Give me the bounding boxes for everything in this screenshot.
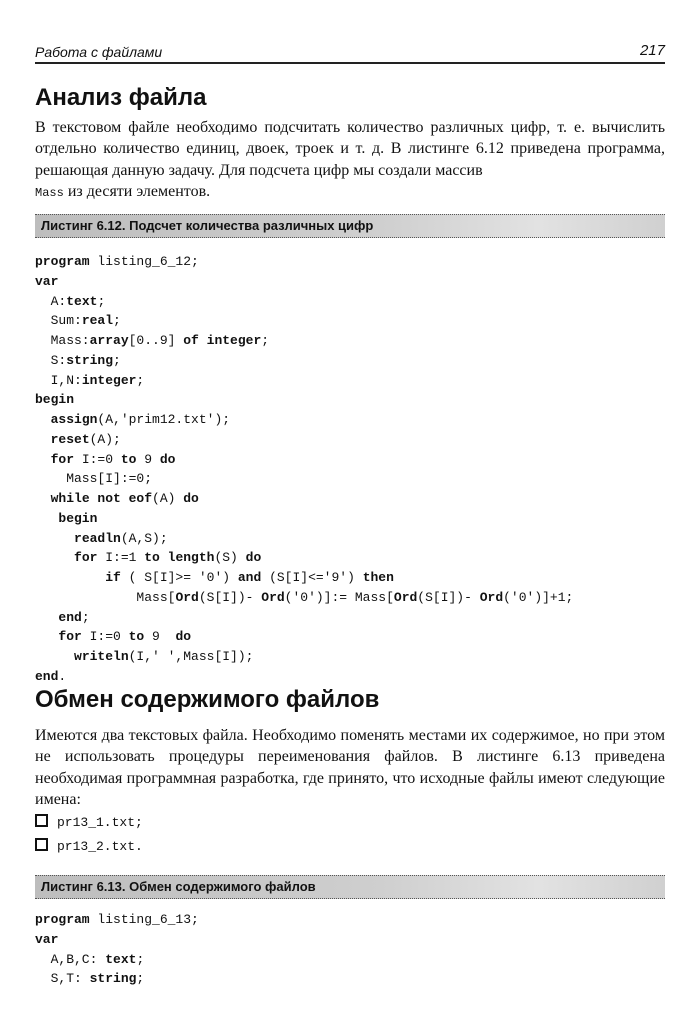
code-keyword: writeln [74, 649, 129, 664]
listing-caption-bar [35, 214, 665, 238]
code-text: I:=0 [74, 451, 121, 467]
code-text [35, 649, 74, 664]
code-keyword: var [35, 273, 59, 289]
code-keyword: to [120, 451, 137, 467]
inline-code-mass: Mass [35, 185, 64, 200]
code-text: ('0')]:= Mass[ [284, 589, 394, 605]
code-line [35, 272, 573, 292]
code-text [35, 412, 51, 427]
code-text: Mass: [35, 333, 90, 348]
code-keyword: for [58, 629, 82, 645]
code-text [35, 570, 105, 585]
code-text: I:=1 [97, 550, 145, 566]
code-keyword: begin [58, 510, 98, 526]
code-keyword: text [66, 293, 98, 309]
code-keyword: do [159, 451, 176, 467]
code-text: (A,S); [120, 530, 168, 546]
code-line [35, 390, 573, 410]
code-text: (A) [152, 491, 184, 506]
code-line [35, 351, 573, 371]
code-text: ; [97, 293, 106, 309]
code-keyword: to length [144, 550, 215, 566]
code-keyword: Ord [175, 589, 199, 605]
code-keyword: for [74, 550, 98, 566]
code-keyword: do [175, 629, 192, 645]
code-text [35, 610, 58, 625]
code-keyword: Ord [479, 589, 504, 605]
code-text [35, 511, 58, 526]
code-line [35, 469, 573, 489]
code-text [35, 629, 58, 644]
code-text: 9 [136, 451, 160, 467]
checkbox-bullet-icon [35, 814, 48, 827]
code-keyword: var [35, 931, 59, 947]
code-keyword: program [35, 912, 90, 927]
code-line [35, 969, 199, 989]
code-keyword: end [35, 668, 59, 684]
code-keyword: text [105, 951, 137, 967]
code-text: (I,' ',Mass[I]); [128, 649, 254, 664]
code-line [35, 667, 573, 687]
code-keyword: program [35, 254, 90, 269]
code-line [35, 430, 573, 450]
code-keyword: real [81, 313, 114, 329]
paragraph-file-analysis [35, 117, 665, 204]
code-text: ; [113, 352, 121, 368]
code-line [35, 548, 573, 568]
page-number: 217 [639, 42, 665, 59]
code-text: (S[I])- [198, 589, 262, 605]
code-text: [0..9] [128, 333, 184, 348]
code-text: I,N: [35, 372, 82, 388]
code-text: listing_6_13; [89, 912, 199, 927]
list-item [35, 814, 143, 830]
checkbox-bullet-icon [35, 838, 48, 851]
code-line [35, 647, 573, 667]
running-title: Работа с файлами [35, 44, 163, 60]
code-text: S,T: [35, 971, 90, 987]
code-text: ; [81, 609, 90, 625]
code-line [35, 450, 573, 470]
code-keyword: do [245, 550, 262, 566]
code-keyword: Ord [261, 589, 285, 605]
running-header [35, 42, 665, 64]
listing-caption: Листинг 6.13. Обмен содержимого файлов [41, 879, 316, 894]
code-line [35, 930, 199, 950]
code-text: . [58, 668, 67, 684]
code-line [35, 588, 573, 608]
code-line [35, 950, 199, 970]
code-text: (S[I]<='9') [261, 570, 363, 585]
code-keyword: of integer [183, 333, 262, 348]
code-keyword: assign [50, 412, 98, 427]
code-text: ; [136, 951, 145, 967]
code-keyword: then [362, 570, 394, 585]
code-text: 9 [144, 629, 176, 645]
code-text: (S[I])- [417, 589, 480, 605]
code-line [35, 410, 573, 430]
code-keyword: do [183, 491, 199, 506]
code-line [35, 627, 573, 647]
code-text: Mass[ [35, 589, 176, 605]
code-keyword: Ord [393, 589, 418, 605]
code-keyword: integer [81, 372, 137, 388]
code-line [35, 608, 573, 628]
code-text [35, 531, 74, 546]
code-text: ('0')]+1; [503, 589, 574, 605]
code-keyword: for [50, 451, 75, 467]
code-keyword: and [237, 570, 262, 585]
code-line [35, 529, 573, 549]
code-line [35, 371, 573, 391]
file-name: pr13_1.txt; [57, 815, 143, 830]
code-keyword: array [89, 333, 129, 348]
code-text: ( S[I]>= '0') [120, 570, 238, 585]
listing-caption-bar [35, 875, 665, 899]
section-heading-file-swap: Обмен содержимого файлов [35, 686, 380, 713]
code-text: (A); [89, 431, 121, 447]
code-line [35, 568, 573, 588]
code-line [35, 910, 199, 930]
code-listing-6-13 [35, 910, 199, 989]
code-text [35, 432, 51, 447]
code-line [35, 311, 573, 331]
code-text: ; [113, 313, 121, 329]
code-text: ; [261, 333, 270, 348]
code-keyword: readln [74, 530, 121, 546]
code-listing-6-12 [35, 252, 573, 687]
list-item [35, 838, 143, 854]
code-text: I:=0 [81, 629, 129, 645]
code-keyword: begin [35, 392, 75, 408]
code-text: listing_6_12; [89, 254, 199, 269]
paragraph-file-swap: Имеются два текстовых файла. Необходимо поменять местами их содержимое, но при этом не использовать процедуры переименования файлов. В листинге 6.13 приведена необходимая программная разработка, где принято, что исходные файлы имеют следующие имена: [35, 727, 665, 808]
code-keyword: string [89, 971, 137, 987]
section-heading-file-analysis: Анализ файла [35, 84, 207, 111]
code-text: Mass[I]:=0; [35, 471, 153, 487]
code-keyword: end [58, 609, 82, 625]
file-name: pr13_2.txt. [57, 839, 143, 854]
code-text: Sum: [35, 313, 82, 329]
code-text: A: [35, 293, 67, 309]
code-line [35, 489, 573, 509]
code-text [35, 491, 51, 506]
code-text: (S) [214, 550, 246, 566]
code-keyword: string [66, 352, 114, 368]
code-text [35, 550, 74, 565]
code-line [35, 252, 573, 272]
code-keyword: while not eof [50, 491, 153, 506]
code-line [35, 509, 573, 529]
code-text: ; [136, 971, 145, 987]
code-text: A,B,C: [35, 951, 106, 967]
code-text [35, 452, 51, 467]
code-keyword: if [105, 570, 121, 585]
code-line [35, 292, 573, 312]
code-text: ; [136, 372, 145, 388]
listing-caption: Листинг 6.12. Подсчет количества различных цифр [41, 218, 374, 233]
code-line [35, 331, 573, 351]
code-keyword: to [128, 629, 145, 645]
code-text: S: [35, 352, 67, 368]
paragraph-text-end: из десяти элементов. [63, 182, 211, 200]
code-text: (A,'prim12.txt'); [97, 412, 231, 427]
code-keyword: reset [50, 431, 90, 447]
paragraph-text: В текстовом файле необходимо подсчитать количество различных цифр, т. е. вычислить отдельно количество единиц, двоек, троек и т. д. В листинге 6.12 приведена программа, решающая данную задачу. Для подсчета цифр мы создали массив [35, 119, 665, 179]
